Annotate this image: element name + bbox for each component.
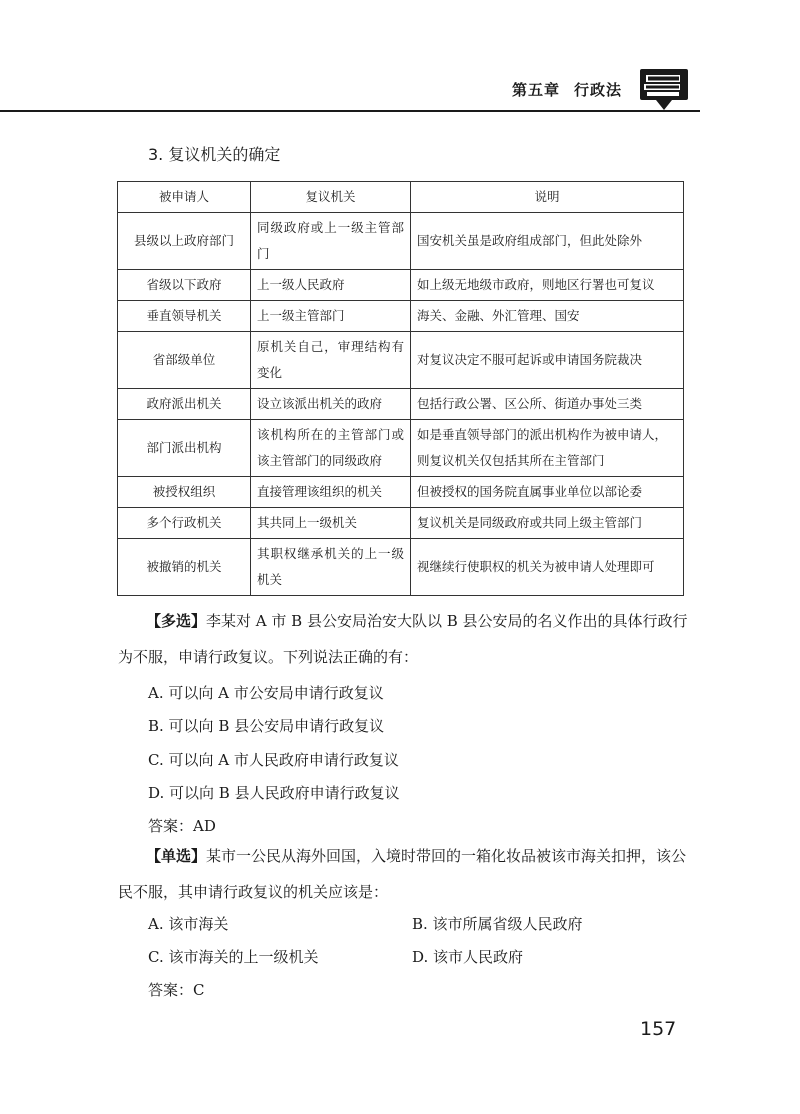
question-1-text: 李某对 A 市 B 县公安局治安大队以 B 县公安局的名义作出的具体行政行为不服，申请行政复议。下列说法正确的有： xyxy=(118,612,688,666)
table-row xyxy=(118,301,684,332)
question-2-option-a: A. 该市海关 xyxy=(148,915,229,933)
table-row xyxy=(118,508,684,539)
question-2-text: 某市一公民从海外回国，入境时带回的一箱化妆品被该市海关扣押，该公民不服，其申请行政复议的机关应该是： xyxy=(118,847,687,901)
cell-respondent: 省部级单位 xyxy=(118,332,251,389)
cell-notes: 海关、金融、外汇管理、国安 xyxy=(411,301,684,332)
cell-respondent: 部门派出机构 xyxy=(118,420,251,477)
cell-review-organ: 其共同上一级机关 xyxy=(251,508,411,539)
page-number: 157 xyxy=(640,1018,677,1040)
question-1-option-c: C. 可以向 A 市人民政府申请行政复议 xyxy=(148,751,399,769)
col-header-respondent: 被申请人 xyxy=(118,182,251,213)
question-1-tag: 【多选】 xyxy=(146,612,207,630)
col-header-notes: 说明 xyxy=(411,182,684,213)
cell-review-organ: 同级政府或上一级主管部门 xyxy=(251,213,411,270)
question-1-option-d: D. 可以向 B 县人民政府申请行政复议 xyxy=(148,784,400,802)
cell-review-organ: 直接管理该组织的机关 xyxy=(251,477,411,508)
table-row xyxy=(118,213,684,270)
cell-notes: 对复议决定不服可起诉或申请国务院裁决 xyxy=(411,332,684,389)
cell-respondent: 多个行政机关 xyxy=(118,508,251,539)
table-row xyxy=(118,389,684,420)
cell-notes: 国安机关虽是政府组成部门，但此处除外 xyxy=(411,213,684,270)
question-1-option-b: B. 可以向 B 县公安局申请行政复议 xyxy=(148,717,385,735)
chapter-header xyxy=(512,79,622,100)
question-2-option-c: C. 该市海关的上一级机关 xyxy=(148,948,319,966)
table-row xyxy=(118,477,684,508)
table-header-row xyxy=(118,182,684,213)
question-2-stem xyxy=(118,838,688,910)
cell-notes: 视继续行使职权的机关为被申请人处理即可 xyxy=(411,539,684,596)
question-2-answer: 答案：C xyxy=(148,981,205,999)
cell-notes: 但被授权的国务院直属事业单位以部论委 xyxy=(411,477,684,508)
cell-notes: 复议机关是同级政府或共同上级主管部门 xyxy=(411,508,684,539)
cell-review-organ: 上一级主管部门 xyxy=(251,301,411,332)
col-header-review-organ: 复议机关 xyxy=(251,182,411,213)
table-row xyxy=(118,420,684,477)
cell-respondent: 垂直领导机关 xyxy=(118,301,251,332)
cell-review-organ: 上一级人民政府 xyxy=(251,270,411,301)
cell-review-organ: 设立该派出机关的政府 xyxy=(251,389,411,420)
question-2-tag: 【单选】 xyxy=(146,847,207,865)
section-title: 3. 复议机关的确定 xyxy=(148,145,281,164)
cell-respondent: 省级以下政府 xyxy=(118,270,251,301)
cell-respondent: 被授权组织 xyxy=(118,477,251,508)
cell-respondent: 政府派出机关 xyxy=(118,389,251,420)
table-row xyxy=(118,539,684,596)
cell-notes: 包括行政公署、区公所、街道办事处三类 xyxy=(411,389,684,420)
cell-review-organ: 该机构所在的主管部门或该主管部门的同级政府 xyxy=(251,420,411,477)
cell-respondent: 被撤销的机关 xyxy=(118,539,251,596)
cell-notes: 如上级无地级市政府，则地区行署也可复议 xyxy=(411,270,684,301)
header-rule xyxy=(0,110,700,112)
question-1-option-a: A. 可以向 A 市公安局申请行政复议 xyxy=(148,684,384,702)
question-1-stem xyxy=(118,603,688,675)
question-1-answer: 答案：AD xyxy=(148,817,216,835)
table-row xyxy=(118,270,684,301)
question-2-option-d: D. 该市人民政府 xyxy=(412,948,524,966)
review-organ-table xyxy=(117,181,684,596)
books-icon xyxy=(638,66,690,114)
question-2-option-b: B. 该市所属省级人民政府 xyxy=(412,915,583,933)
cell-respondent: 县级以上政府部门 xyxy=(118,213,251,270)
table-row xyxy=(118,332,684,389)
chapter-number: 第五章 xyxy=(512,81,561,99)
cell-notes: 如是垂直领导部门的派出机构作为被申请人，则复议机关仅包括其所在主管部门 xyxy=(411,420,684,477)
cell-review-organ: 原机关自己，审理结构有变化 xyxy=(251,332,411,389)
chapter-title: 行政法 xyxy=(574,81,623,99)
cell-review-organ: 其职权继承机关的上一级机关 xyxy=(251,539,411,596)
